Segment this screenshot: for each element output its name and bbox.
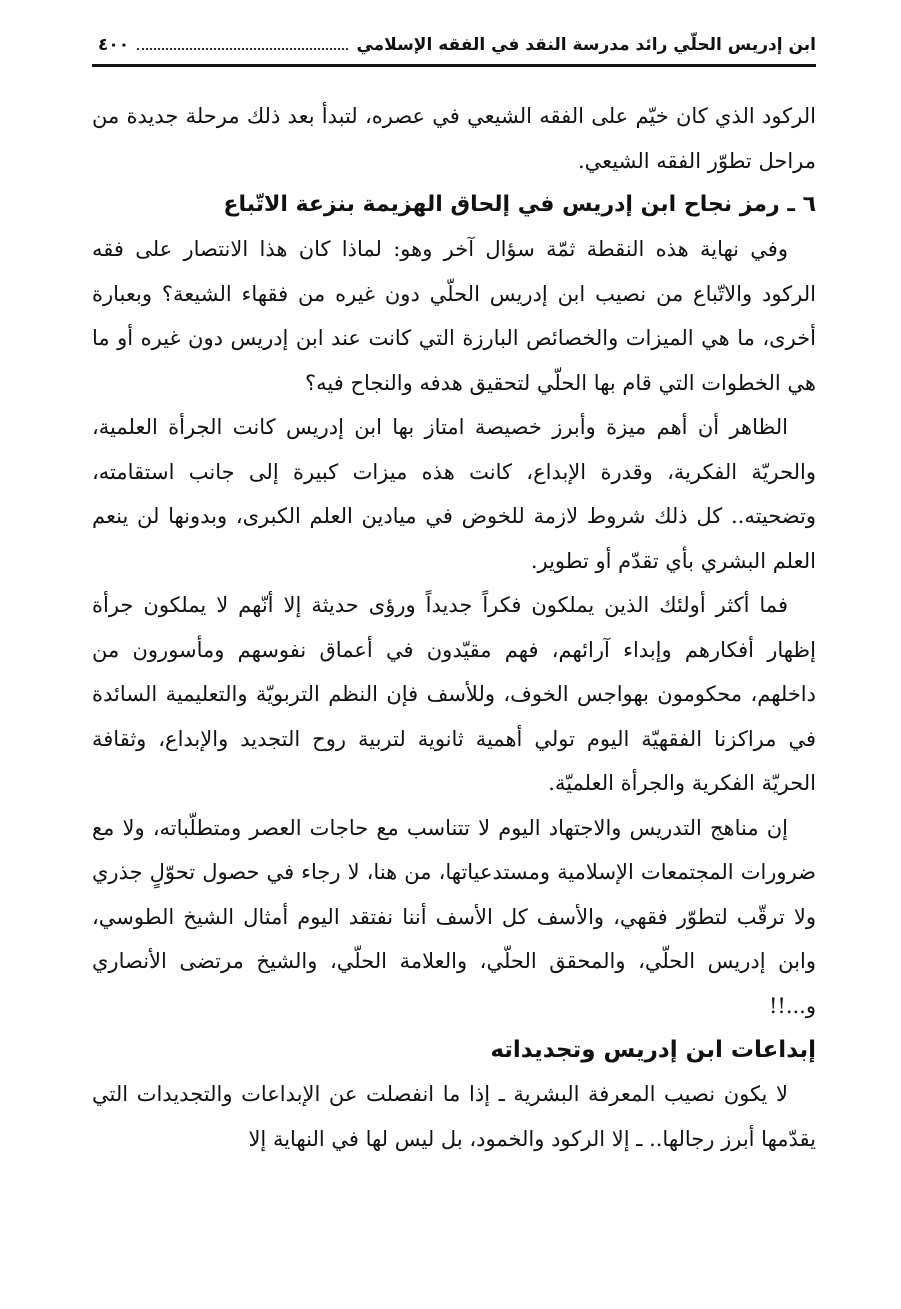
page-body bbox=[92, 94, 816, 1161]
header-rule bbox=[92, 64, 816, 67]
subheading: ٦ ـ رمز نجاح ابن إدريس في إلحاق الهزيمة بنزعة الاتّباع bbox=[223, 192, 816, 217]
page-number: ٤٠٠ bbox=[98, 35, 130, 55]
paragraph-1: الركود الذي كان خيّم على الفقه الشيعي في عصره، لتبدأ بعد ذلك مرحلة جديدة من مراحل تطوّر الفقه الشيعي. bbox=[92, 104, 816, 173]
running-header bbox=[92, 30, 816, 60]
header-dot-leader bbox=[137, 48, 348, 50]
running-header-title: ابن إدريس الحلّي رائد مدرسة النقد في الفقه الإسلامي bbox=[356, 35, 816, 55]
paragraph-4: فما أكثر أولئك الذين يملكون فكراً جديداً ورؤى حديثة إلا أنّهم لا يملكون جرأة إظهار أفكارهم وإبداء آرائهم، فهم مقيّدون في أعماق نفوسهم ومأسورون من داخلهم، محكومون بهواجس الخوف، وللأسف فإن النظم التربويّة والتعليمية السائدة في مراكزنا الفقهيّة اليوم تولي أهمية ثانوية لتربية روح التجديد والإبداع، وثقافة الحريّة الفكرية والجرأة العلميّة. bbox=[92, 593, 816, 795]
paragraph-3: الظاهر أن أهم ميزة وأبرز خصيصة امتاز بها ابن إدريس كانت الجرأة العلمية، والحريّة الفكرية، وقدرة الإبداع، كانت هذه ميزات كبيرة إلى جانب استقامته، وتضحيته.. كل ذلك شروط لازمة للخوض في ميادين العلم الكبرى، وبدونها لن ينعم العلم البشري بأي تقدّم أو تطوير. bbox=[92, 415, 816, 573]
section-heading: إبداعات ابن إدريس وتجديداته bbox=[490, 1037, 816, 1063]
paragraph-5: إن مناهج التدريس والاجتهاد اليوم لا تتناسب مع حاجات العصر ومتطلّباته، ولا مع ضرورات المجتمعات الإسلامية ومستدعياتها، من هنا، لا رجاء في حصول تحوّلٍ جذري ولا ترقّب لتطوّر فقهي، والأسف كل الأسف أننا نفتقد اليوم أمثال الشيخ الطوسي، وابن إدريس الحلّي، والمحقق الحلّي، والعلامة الحلّي، والشيخ مرتضى الأنصاري و...!! bbox=[92, 815, 816, 1018]
paragraph-2: وفي نهاية هذه النقطة ثمّة سؤال آخر وهو: لماذا كان هذا الانتصار على فقه الركود والاتّباع من نصيب ابن إدريس الحلّي دون غيره من فقهاء الشيعة؟ وبعبارة أخرى، ما هي الميزات والخصائص البارزة التي كانت عند ابن إدريس دون غيره أو ما هي الخطوات التي قام بها الحلّي لتحقيق هدفه والنجاح فيه؟ bbox=[92, 237, 816, 395]
paragraph-6: لا يكون نصيب المعرفة البشرية ـ إذا ما انفصلت عن الإبداعات والتجديدات التي يقدّمها أبرز رجالها.. ـ إلا الركود والخمود، بل ليس لها في النهاية إلا bbox=[92, 1082, 816, 1151]
